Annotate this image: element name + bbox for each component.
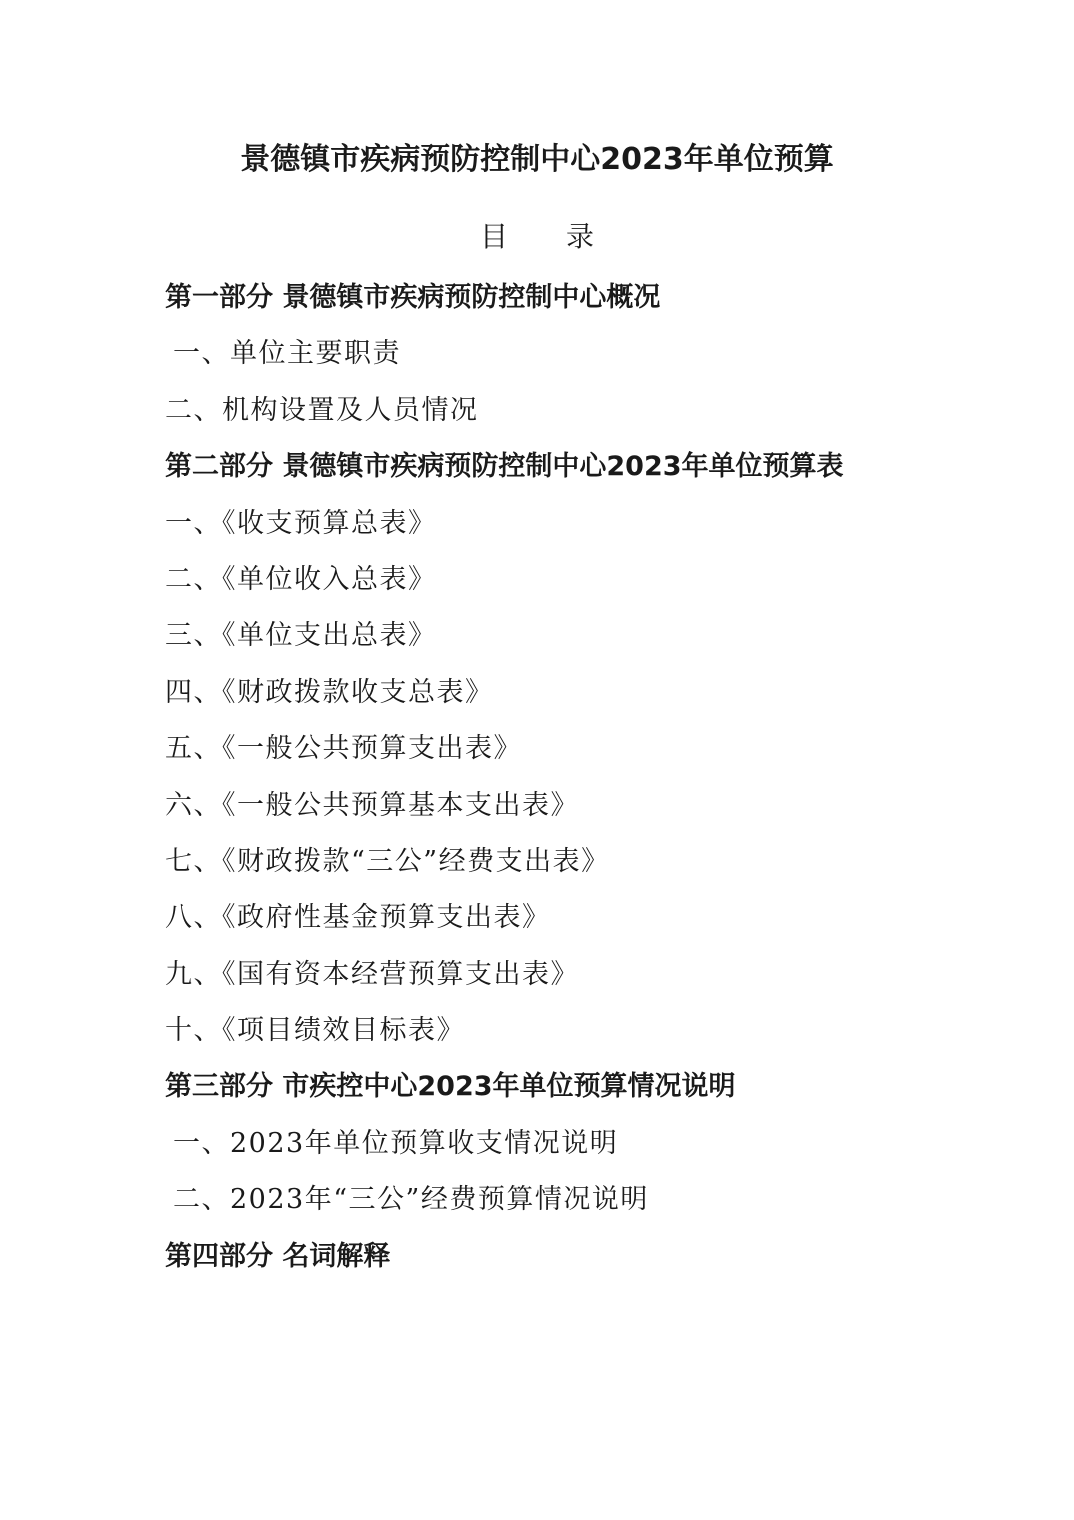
toc-item: 九、《国有资本经营预算支出表》: [165, 958, 579, 990]
toc-item: 二、2023年“三公”经费预算情况说明: [173, 1184, 649, 1216]
toc-part-heading: 第四部分 名词解释: [165, 1240, 391, 1272]
toc-heading: 目录: [479, 220, 652, 253]
toc-item: 五、《一般公共预算支出表》: [165, 733, 522, 765]
toc-part-heading: 第三部分 市疾控中心2023年单位预算情况说明: [165, 1071, 736, 1103]
toc-item: 八、《政府性基金预算支出表》: [165, 902, 551, 934]
toc-item: 一、2023年单位预算收支情况说明: [173, 1127, 619, 1159]
toc-item: 二、机构设置及人员情况: [165, 394, 479, 426]
toc-part-heading: 第二部分 景德镇市疾病预防控制中心2023年单位预算表: [165, 451, 844, 483]
toc-item: 七、《财政拨款“三公”经费支出表》: [165, 845, 610, 877]
toc-item: 二、《单位收入总表》: [165, 563, 437, 595]
toc-item: 四、《财政拨款收支总表》: [165, 676, 494, 708]
toc-part-heading: 第一部分 景德镇市疾病预防控制中心概况: [165, 282, 661, 313]
toc-item: 一、《收支预算总表》: [165, 507, 437, 539]
toc-item: 十、《项目绩效目标表》: [165, 1015, 465, 1047]
document-title: 景德镇市疾病预防控制中心2023年单位预算: [240, 142, 834, 177]
toc-item: 三、《单位支出总表》: [165, 620, 437, 652]
toc-item: 六、《一般公共预算基本支出表》: [165, 789, 579, 821]
toc-item: 一、单位主要职责: [173, 338, 401, 370]
table-of-contents: [165, 270, 1045, 1285]
